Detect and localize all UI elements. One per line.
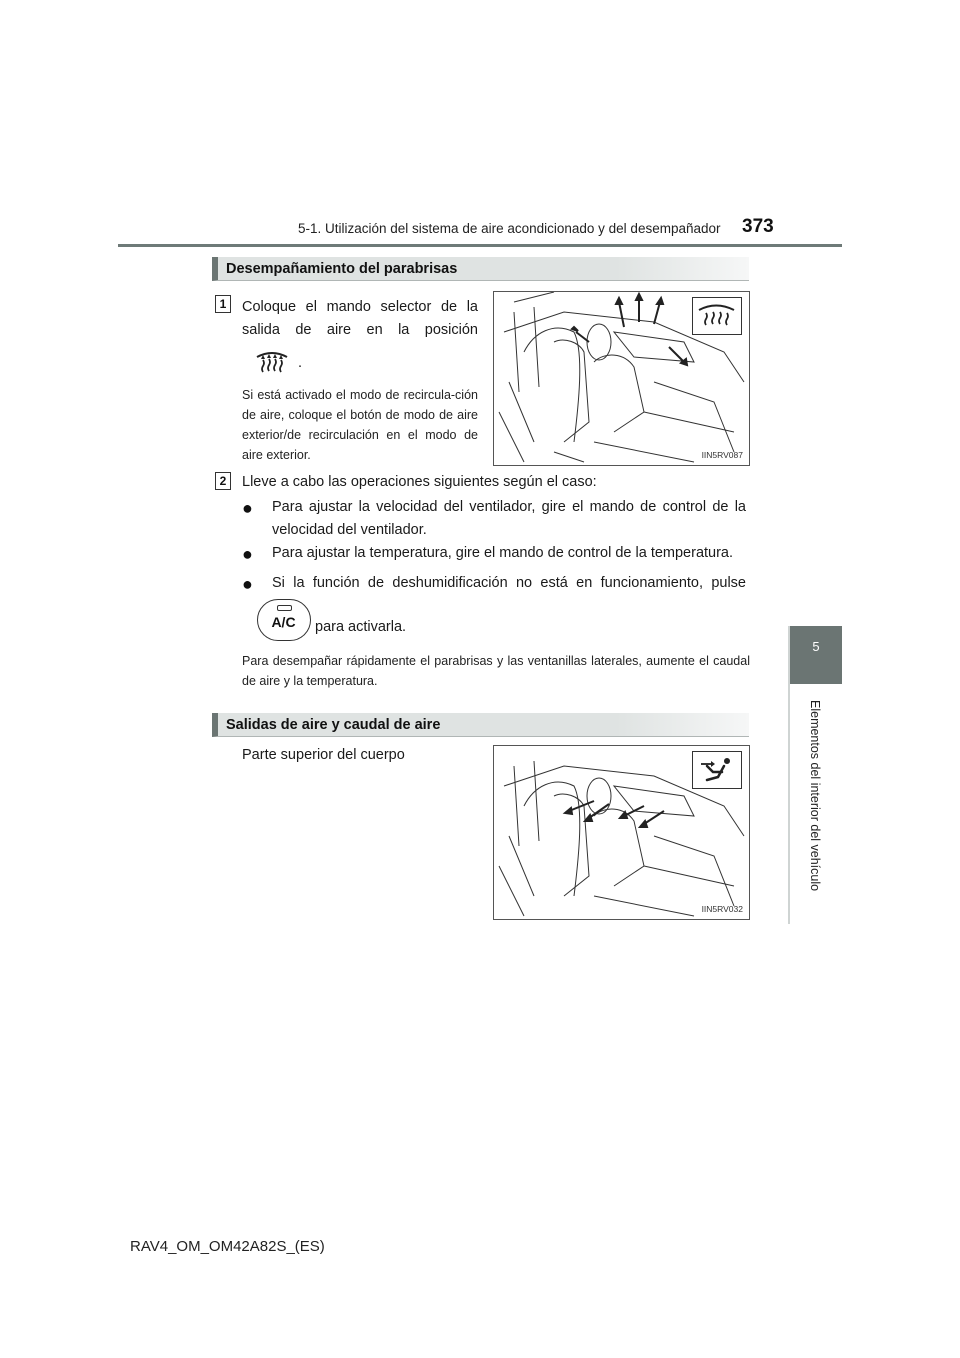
step1-line2: salida de aire en la posición (242, 322, 478, 338)
defroster-mode-icon (692, 297, 742, 335)
after-ac-text: para activarla. (315, 619, 407, 635)
figure1-code: IIN5RV087 (701, 450, 743, 460)
chapter-tab (790, 626, 842, 684)
ac-button-icon (257, 599, 311, 641)
upper-body-label: Parte superior del cuerpo (242, 747, 405, 763)
step-number-2: 2 (215, 472, 231, 490)
defroster-icon (253, 347, 291, 377)
bullet-text-1: Para ajustar la velocidad del ventilador, gire el mando de control de la velocidad del ventilador. (272, 499, 746, 538)
bullet-text-2: Para ajustar la temperatura, gire el mando de control de la temperatura. (272, 545, 734, 561)
figure2-code: IIN5RV032 (701, 904, 743, 914)
bullet-1: ● (242, 498, 253, 518)
bullet-text-3: Si la función de deshumidificación no está en funcionamiento, pulse (272, 575, 746, 591)
step2-note: Para desempañar rápidamente el parabrisas y las ventanillas laterales, aumente el caudal de aire y la temperatura. (242, 654, 750, 688)
step2-text: Lleve a cabo las operaciones siguientes según el caso: (242, 474, 597, 490)
section-heading-defrost (212, 257, 749, 281)
section-heading-outlets (212, 713, 749, 737)
header-rule (118, 244, 842, 247)
chapter-number: 5 (812, 639, 820, 654)
running-header: 5-1. Utilización del sistema de aire acondicionado y del desempañador (298, 221, 721, 236)
bullet-3: ● (242, 574, 253, 594)
chapter-title: Elementos del interior del vehículo (808, 700, 822, 892)
bullet-2: ● (242, 544, 253, 564)
document-id: RAV4_OM_OM42A82S_(ES) (130, 1238, 325, 1255)
section-heading-text: Salidas de aire y caudal de aire (226, 717, 441, 733)
step1-line1: Coloque el mando selector de la (242, 299, 478, 315)
face-mode-icon (692, 751, 742, 789)
step1-period: . (298, 355, 303, 371)
ac-label: A/C (271, 614, 296, 630)
section-heading-text: Desempañamiento del parabrisas (226, 261, 458, 277)
page-number: 373 (742, 216, 774, 237)
figure-windshield-defrost (493, 291, 750, 466)
figure-upper-body-outlets (493, 745, 750, 920)
step-number-1: 1 (215, 295, 231, 313)
step1-note: Si está activado el modo de recircula-ción de aire, coloque el botón de modo de aire exterior/de recirculación en el modo de aire exterior. (242, 388, 478, 462)
